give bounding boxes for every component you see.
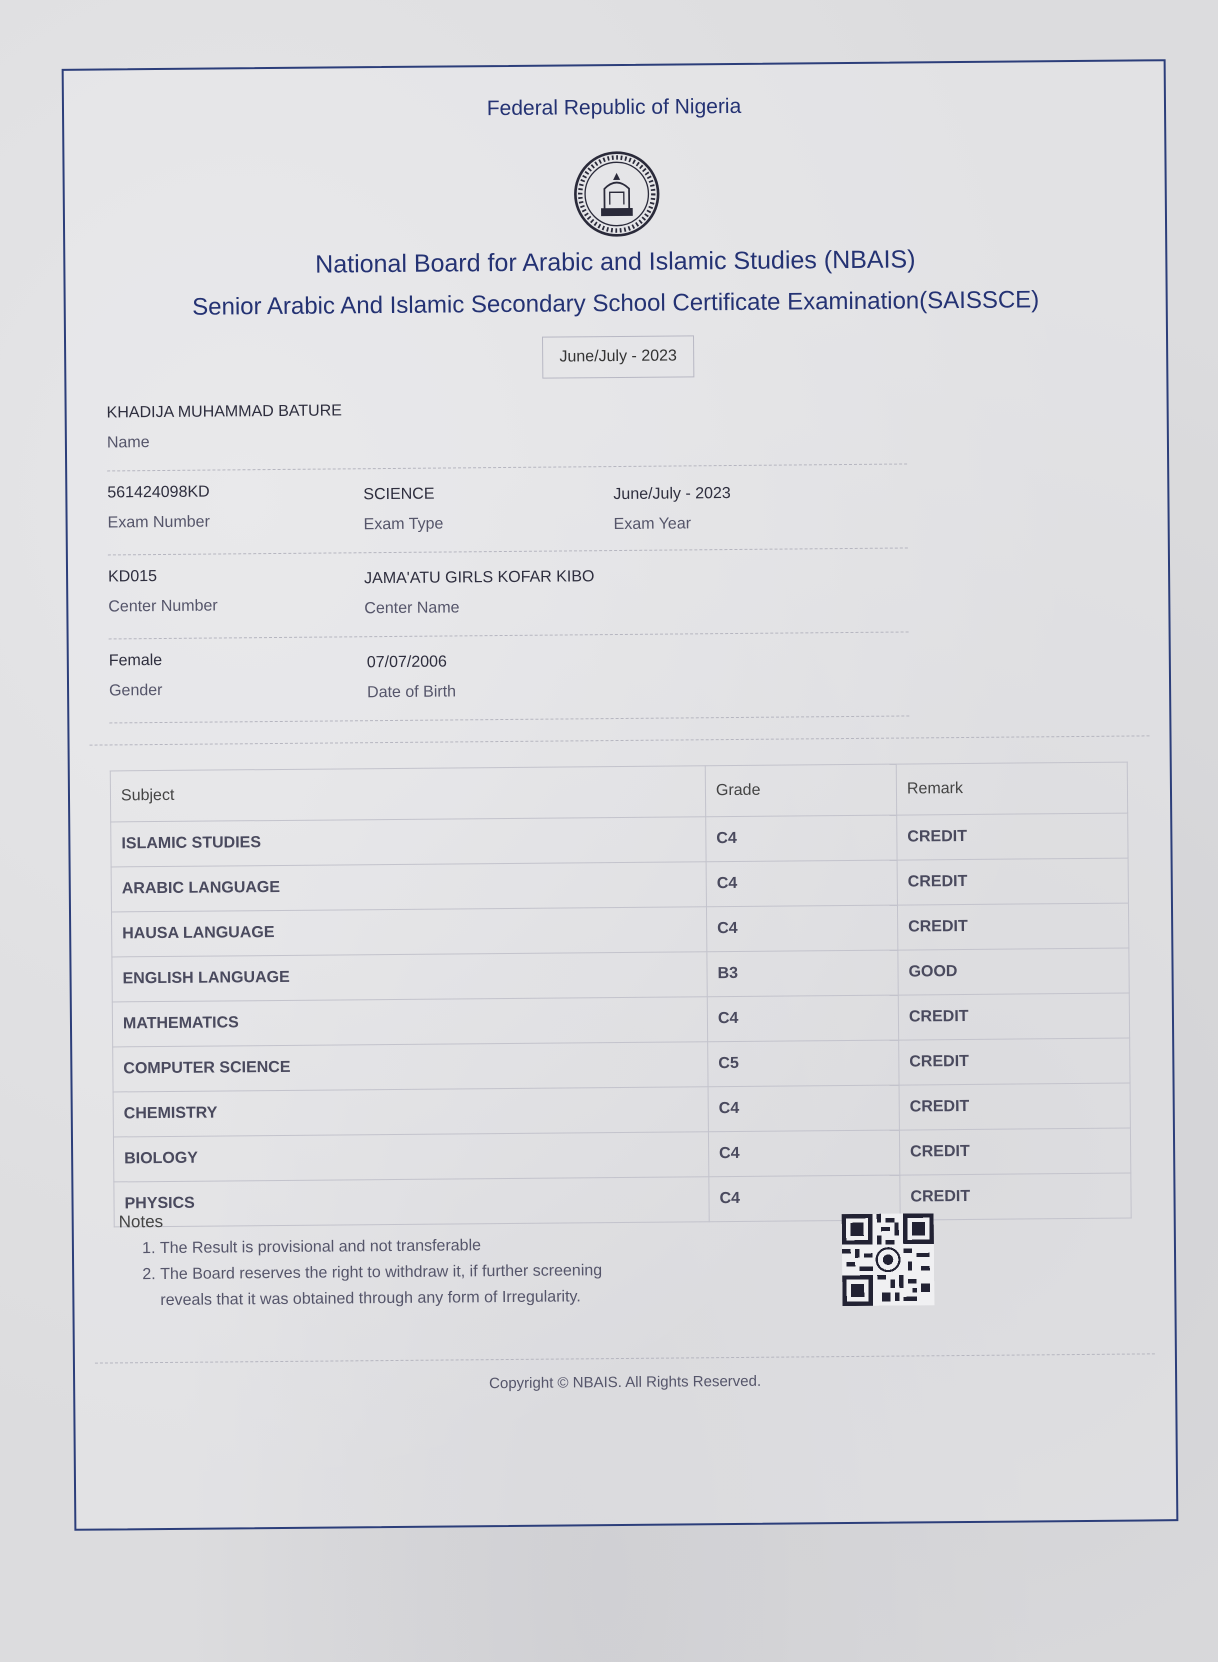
grade-column-header: Grade — [705, 764, 896, 817]
center-name-value: JAMA'ATU GIRLS KOFAR KIBO — [364, 568, 595, 588]
info-row-name — [107, 393, 908, 471]
remark-cell: CREDIT — [899, 1038, 1130, 1085]
remark-cell: CREDIT — [897, 903, 1128, 950]
exam-year-label: Exam Year — [613, 515, 692, 534]
note-item: 2. The Board reserves the right to withdraw it, if further screening reveals that it was obtained through any form of Irregularity. — [160, 1258, 640, 1314]
grade-cell: C4 — [706, 860, 897, 907]
gender-label: Gender — [108, 681, 163, 700]
board-title: National Board for Arabic and Islamic Studies (NBAIS) — [315, 245, 916, 279]
session-badge: June/July - 2023 — [542, 335, 694, 378]
subject-cell: MATHEMATICS — [112, 997, 707, 1047]
country-heading: Federal Republic of Nigeria — [486, 94, 742, 121]
center-name-label: Center Name — [364, 599, 460, 618]
candidate-name-label: Name — [106, 434, 150, 452]
exam-type-value: SCIENCE — [363, 485, 435, 504]
subject-cell: PHYSICS — [114, 1177, 709, 1227]
exam-number-value: 561424098KD — [107, 483, 210, 502]
exam-year-value: June/July - 2023 — [613, 485, 731, 504]
qr-code-icon — [842, 1213, 935, 1306]
remark-cell: CREDIT — [897, 858, 1128, 905]
subject-cell: COMPUTER SCIENCE — [113, 1042, 708, 1092]
grade-cell: C5 — [708, 1040, 899, 1087]
grade-cell: C4 — [706, 905, 897, 952]
subject-cell: ISLAMIC STUDIES — [111, 817, 706, 867]
remark-cell: CREDIT — [898, 993, 1129, 1040]
candidate-name-value: KHADIJA MUHAMMAD BATURE — [106, 402, 342, 422]
certificate — [62, 59, 1179, 1531]
nbais-seal-icon — [572, 150, 661, 239]
notes-heading: Notes — [118, 1212, 164, 1232]
grade-cell: C4 — [707, 995, 898, 1042]
gender-value: Female — [108, 651, 163, 670]
subject-cell: ENGLISH LANGUAGE — [112, 952, 707, 1002]
grade-cell: B3 — [707, 950, 898, 997]
info-row-exam — [107, 473, 908, 555]
remark-cell: CREDIT — [897, 813, 1128, 860]
center-number-label: Center Number — [108, 597, 218, 616]
results-header-row — [110, 762, 1127, 822]
exam-type-label: Exam Type — [363, 515, 444, 534]
results-table — [110, 762, 1132, 1228]
remark-cell: CREDIT — [899, 1128, 1130, 1175]
grade-cell: C4 — [708, 1130, 899, 1177]
subject-cell: BIOLOGY — [113, 1132, 708, 1182]
section-divider — [90, 735, 1150, 745]
remark-cell: CREDIT — [899, 1083, 1130, 1130]
remark-cell: CREDIT — [900, 1173, 1131, 1220]
remark-cell: GOOD — [898, 948, 1129, 995]
note-item: 1. The Result is provisional and not transferable — [160, 1232, 640, 1262]
subject-cell: CHEMISTRY — [113, 1087, 708, 1137]
grade-cell: C4 — [706, 815, 897, 862]
center-number-value: KD015 — [108, 568, 158, 586]
notes-list — [124, 1232, 641, 1314]
exam-title: Senior Arabic And Islamic Secondary School Certificate Examination(SAISSCE) — [192, 286, 1040, 321]
subject-cell: HAUSA LANGUAGE — [112, 907, 707, 957]
info-row-personal — [109, 641, 910, 723]
grade-cell: C4 — [708, 1085, 899, 1132]
footer-divider — [95, 1353, 1155, 1363]
grade-cell: C4 — [709, 1175, 900, 1222]
dob-label: Date of Birth — [367, 683, 457, 702]
subject-cell: ARABIC LANGUAGE — [111, 862, 706, 912]
subject-column-header: Subject — [110, 766, 705, 822]
remark-column-header: Remark — [896, 762, 1127, 815]
exam-number-label: Exam Number — [107, 513, 210, 532]
table-row — [114, 1173, 1131, 1227]
dob-value: 07/07/2006 — [366, 653, 447, 672]
copyright-text: Copyright © NBAIS. All Rights Reserved. — [489, 1372, 762, 1393]
info-row-center — [108, 557, 909, 639]
